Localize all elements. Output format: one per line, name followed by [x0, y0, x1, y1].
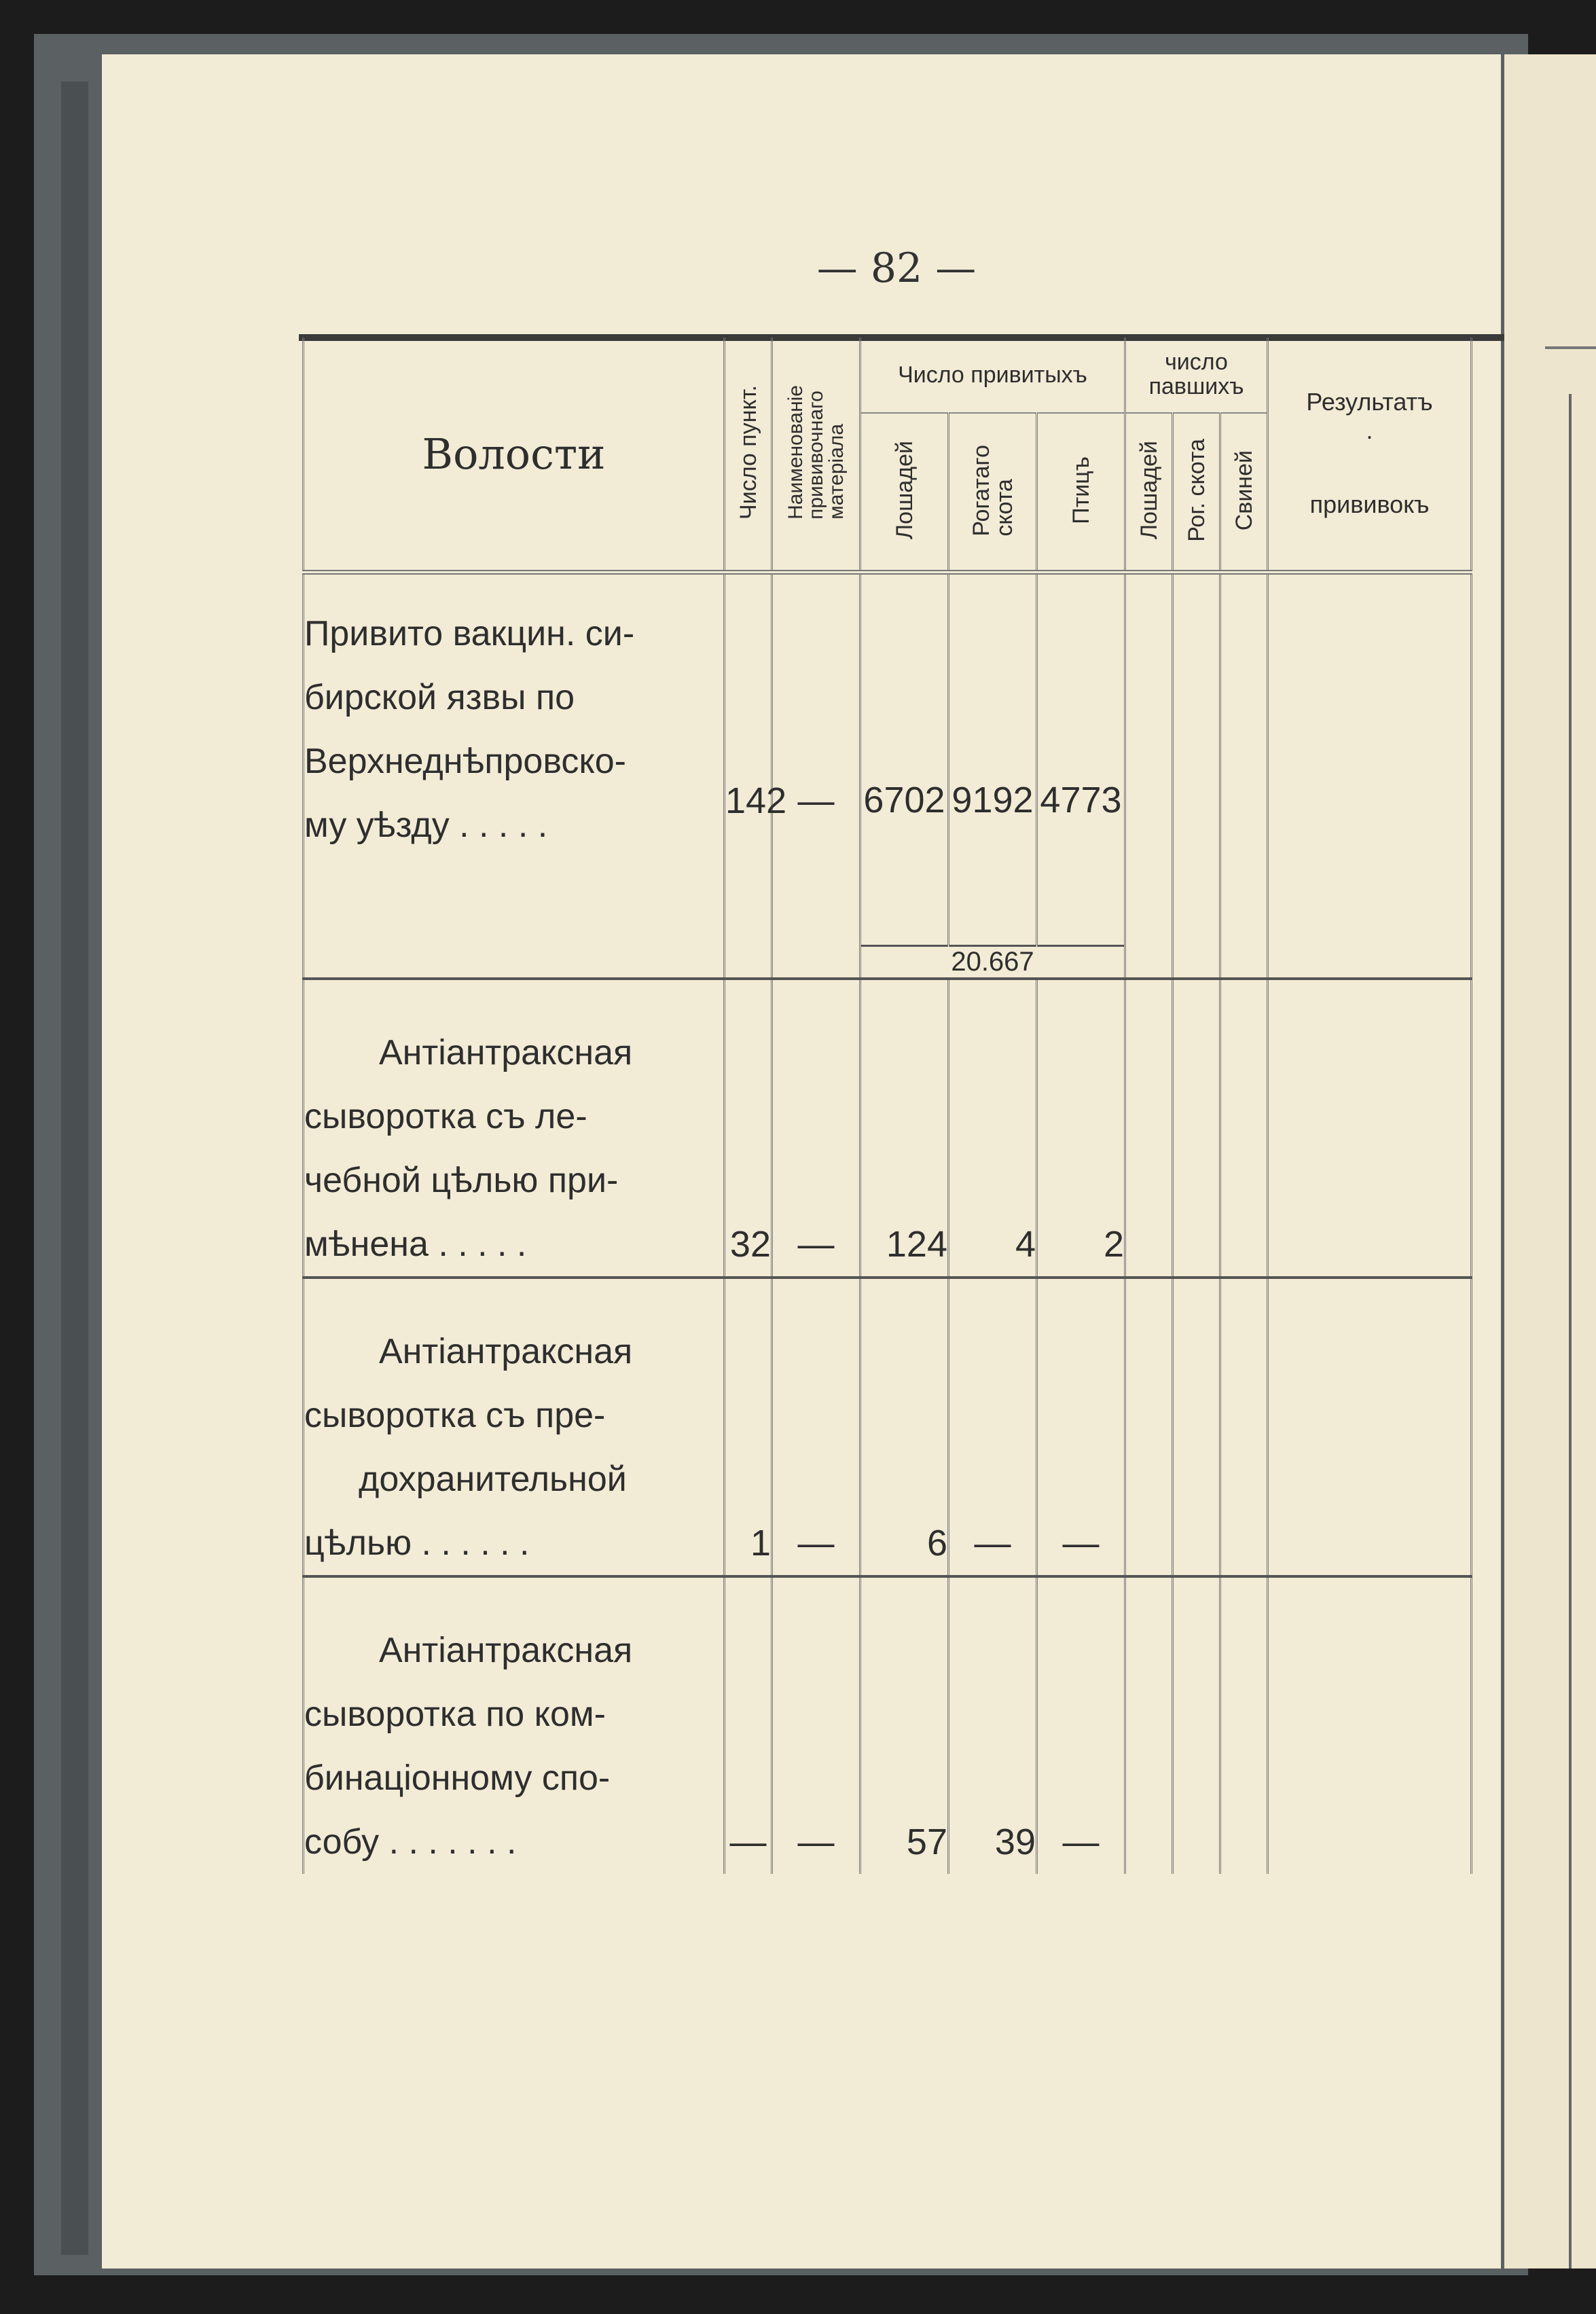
header-naimenovanie-line: матеріала [824, 423, 848, 520]
header-chislo-punkt [725, 338, 772, 573]
row-label-line: Антіантраксная [379, 1630, 633, 1670]
table-row [304, 573, 1472, 946]
header-rog-skota-text: Рог. скота [1183, 439, 1210, 542]
cell-sum-total: 20.667 [860, 945, 1125, 979]
header-pavshikh-line: число [1165, 349, 1228, 376]
cell-empty [1173, 945, 1220, 979]
cell-empty [1125, 979, 1173, 1278]
cell-punkt: 32 [725, 979, 772, 1278]
table-row [304, 1278, 1472, 1576]
header-rezultat-dot: . [1366, 416, 1373, 444]
cell-skot: — [949, 1278, 1037, 1576]
header-rog-skota [1173, 413, 1220, 573]
header-ptits-text: Птицъ [1068, 456, 1094, 524]
header-loshadei-text: Лошадей [891, 441, 918, 540]
page-number: — 82 — [816, 245, 977, 292]
cell-material: — [772, 1576, 860, 1874]
header-loshadei-pavshikh [1125, 413, 1173, 573]
row-label-line: бинаціонному спо- [304, 1758, 611, 1798]
cell-empty [1268, 573, 1472, 946]
header-loshadei [860, 413, 949, 573]
facing-page [1504, 54, 1596, 2268]
header-svinei [1220, 413, 1268, 573]
row-label-line: сыворотка по ком- [304, 1694, 606, 1734]
cell-loshadei: 6 [860, 1278, 949, 1576]
cell-empty [1173, 573, 1220, 946]
cell-punkt: 142 [725, 573, 772, 946]
header-naimenovanie-line: Наименованіе [784, 385, 807, 520]
cell-loshadei: 6702 [860, 573, 949, 946]
cell-skot: 39 [949, 1576, 1037, 1874]
cell-empty [1268, 1278, 1472, 1576]
cell-loshadei: 124 [860, 979, 949, 1278]
cell-skot: 4 [949, 979, 1037, 1278]
cell-empty [1173, 979, 1220, 1278]
header-rogatago-line: Рогатаго [968, 444, 994, 537]
header-volosti [304, 338, 725, 573]
cell-ptits: 2 [1037, 979, 1125, 1278]
header-naimenovanie-text [786, 385, 847, 520]
cell-empty [304, 945, 725, 979]
header-rezultat-line: Результатъ [1306, 388, 1433, 416]
row-label-line: чебной цѣлью при- [304, 1160, 619, 1200]
cell-material: — [772, 573, 860, 946]
table-row [304, 979, 1472, 1278]
facing-page-rule [1545, 346, 1596, 349]
cell-empty [1125, 573, 1173, 946]
cell-empty [1173, 1278, 1220, 1576]
cell-empty [1220, 945, 1268, 979]
cell-empty [1220, 979, 1268, 1278]
row-label-spacer [304, 857, 723, 945]
header-chislo-privitykh: Число привитыхъ [860, 338, 1125, 413]
vaccination-table [302, 338, 1472, 1874]
cell-ptits: — [1037, 1576, 1125, 1874]
cell-skot: 9192 [949, 573, 1037, 946]
cell-empty [1173, 1576, 1220, 1874]
cell-empty [1125, 1278, 1173, 1576]
cell-empty [1125, 1576, 1173, 1874]
header-rogatago-text [970, 445, 1016, 537]
row-label-line: му уѣзду . . . . . [304, 806, 548, 845]
cell-loshadei: 57 [860, 1576, 949, 1874]
header-pavshikh-line: павшихъ [1148, 374, 1244, 399]
cell-empty [1268, 1576, 1472, 1874]
row-label-line: Антіантраксная [379, 1032, 633, 1072]
row-label [304, 1576, 725, 1874]
row-label-line: Привито вакцин. си- [304, 614, 635, 653]
cell-ptits: — [1037, 1278, 1125, 1576]
cell-empty [725, 945, 772, 979]
header-rogatago-line: скота [991, 478, 1017, 537]
facing-page-column-line [1569, 394, 1572, 2268]
row-label [304, 573, 725, 946]
cell-empty [772, 945, 860, 979]
row-label-line: Верхнеднѣпровско- [304, 742, 626, 781]
header-naimenovanie [772, 338, 860, 573]
cell-punkt: 1 [725, 1278, 772, 1576]
header-loshadei-p-text: Лошадей [1136, 441, 1162, 540]
header-chislo-punkt-text: Число пункт. [735, 385, 761, 520]
header-row-top [304, 338, 1472, 413]
cell-empty [1268, 979, 1472, 1278]
header-rezultat-line: прививокъ [1309, 490, 1430, 519]
header-naimenovanie-line: прививочнаго [804, 391, 827, 520]
header-volosti-text: Волости [422, 429, 606, 479]
row-label-line: сыворотка съ ле- [304, 1096, 587, 1136]
cell-material: — [772, 979, 860, 1278]
row-label-line: собу . . . . . . . [304, 1822, 517, 1862]
row-label-line: дохранительной [359, 1459, 627, 1499]
cell-punkt: — [725, 1576, 772, 1874]
cell-empty [1220, 1278, 1268, 1576]
cell-empty [1125, 945, 1173, 979]
header-svinei-text: Свиней [1231, 450, 1257, 531]
table-row [304, 1576, 1472, 1874]
cell-empty [1220, 573, 1268, 946]
row-label [304, 1278, 725, 1576]
page-edge [61, 82, 88, 2255]
sum-row [304, 945, 1472, 979]
row-label-line: сыворотка съ пре- [304, 1395, 606, 1435]
row-label [304, 979, 725, 1278]
row-label-line: цѣлью . . . . . . [304, 1523, 530, 1563]
header-rogatago-skota [949, 413, 1037, 573]
header-chislo-pavshikh [1125, 338, 1268, 413]
row-label-line: бирской язвы по [304, 678, 575, 717]
header-ptits [1037, 413, 1125, 573]
row-label-line: мѣнена . . . . . [304, 1224, 527, 1264]
header-rezultat [1268, 338, 1472, 573]
cell-empty [1268, 945, 1472, 979]
cell-material: — [772, 1278, 860, 1576]
cell-ptits: 4773 [1037, 573, 1125, 946]
cell-empty [1220, 1576, 1268, 1874]
row-label-line: Антіантраксная [379, 1331, 633, 1371]
